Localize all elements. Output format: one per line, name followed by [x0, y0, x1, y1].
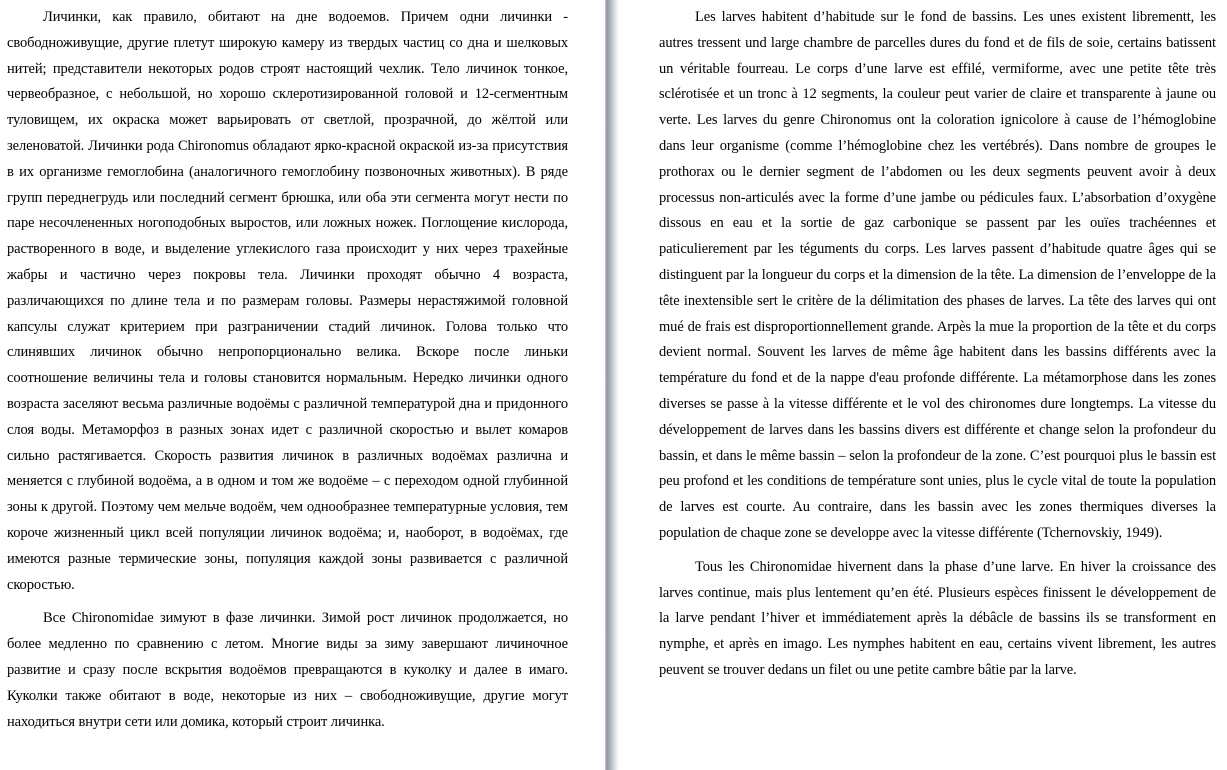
- left-page-column: [7, 0, 568, 770]
- right-paragraph-1: Les larves habitent d’habitude sur le fond de bassins. Les unes existent librementt, les autres tressent und large chambre de parcelles dures du fond et de fils de soie, certains batissent un véritable fourreau. Le corps d’une larve est effilé, vermiforme, avec une petite tête très sclérotisée et un tronc à 12 segments, la couleur peut varier de claire et transparente à jaune ou verte. Les larves du genre Chironomus ont la coloration ignicolore à cause de l’hémoglobine dans leur organisme (comme l’hémoglobine chez les vertébrés). Dans nombre de groupes le prothorax ou le dernier segment de l’abdomen ou les deux segments peuvent avoir à deux processus non-articulés avec la forme d’une jambe ou pédicules faux. L’absorbation d’oxygène dissous en eau et la sortie de gaz carbonique se passent par les ouïes trachéennes et paticulierement par les téguments du corps. Les larves passent d’habitude quatre âges qui se distinguent par la longueur du corps et la dimension de la tête. La dimension de l’enveloppe de la tête inextensible sert le critère de la délimitation des phases de larves. La tête des larves qui ont mué de frais est disproportionnellement grande. Arpès la mue la proportion de la tête et du corps devient normal. Souvent les larves de même âge habitent dans les bassins différents avec la température du fond et de la nappe d'eau profonde différente. La métamorphose dans les zones diverses se passe à la vitesse différente et le vol des chironomes dure longtemps. La vitesse du développement de larves dans les bassins divers est différente et change selon la profondeur du bassin, et dans le même bassin – selon la profondeur de la zone. C’est pourquoi plus le bassin est peu profond et les conditions de température sont unies, plus le cycle vital de toute la population de larves est courte. Au contraire, dans les bassin avec les zones thermiques diverses la population de chaque zone se developpe avec la vitesse différente (Tchernovskiy, 1949).: [659, 9, 1216, 541]
- right-paragraph-2: Tous les Chironomidae hivernent dans la phase d’une larve. En hiver la croissance des larves continue, mais plus lentement qu’en été. Plusieurs espèces finissent le développement de la larve pendant l’hiver et immédiatement après la débâcle de bassins ils se transforment en nymphe, et après en imago. Les nymphes habitent en eau, certains vivent librement, les autres peuvent se trouver dedans un filet ou une petite cambre bâtie par la larve.: [659, 558, 1216, 678]
- left-paragraph-2: Все Chironomidae зимуют в фазе личинки. Зимой рост личинок продолжается, но более медленно по сравнению с летом. Многие виды за зиму завершают личиночное развитие и сразу после вскрытия водоёмов превращаются в куколку и далее в имаго. Куколки также обитают в воде, некоторые из них – свободноживущие, другие могут находиться внутри сети или домика, который строит личинка.: [7, 610, 568, 730]
- right-page-column: [659, 0, 1216, 770]
- page-divider: [605, 0, 619, 770]
- left-paragraph-1: Личинки, как правило, обитают на дне водоемов. Причем одни личинки - свободноживущие, другие плетут широкую камеру из твердых частиц со дна и шелковых нитей; представители некоторых родов строят настоящий чехлик. Тело личинок тонкое, червеобразное, с небольшой, но хорошо склеротизированной головой и 12-сегментным туловищем, их окраска может варьировать от светлой, прозрачной, до жёлтой или зеленоватой. Личинки рода Chironomus обладают ярко-красной окраской из-за присутствия в их организме гемоглобина (аналогичного гемоглобину позвоночных животных). В ряде групп переднегрудь или последний сегмент брюшка, или оба эти сегмента могут нести по паре несочлененных ногоподобных выростов, или ложных ножек. Поглощение кислорода, растворенного в воде, и выделение углекислого газа происходит у них через трахейные жабры и частично через покровы тела. Личинки проходят обычно 4 возраста, различающихся по длине тела и по размерам головы. Размеры нерастяжимой головной капсулы служат критерием при разграничении стадий личинок. Голова только что слинявших личинок обычно непропорционально велика. Вскоре после линьки соотношение величины тела и головы становится нормальным. Нередко личинки одного возраста заселяют весьма различные водоёмы с различной температурой дна и придонного слоя воды. Метаморфоз в разных зонах идет с различной скоростью и вылет комаров сильно растягивается. Скорость развития личинок в различных водоёмах различна и меняется с глубиной водоёма, а в одном и том же водоёме – с переходом одной глубинной зоны к другой. Поэтому чем мельче водоём, чем однообразнее температурные условия, тем короче жизненный цикл всей популяции личинок водоёма; и, наоборот, в водоёмах, где имеются разные термические зоны, популяция каждой зоны развивается с различной скоростью.: [7, 9, 568, 593]
